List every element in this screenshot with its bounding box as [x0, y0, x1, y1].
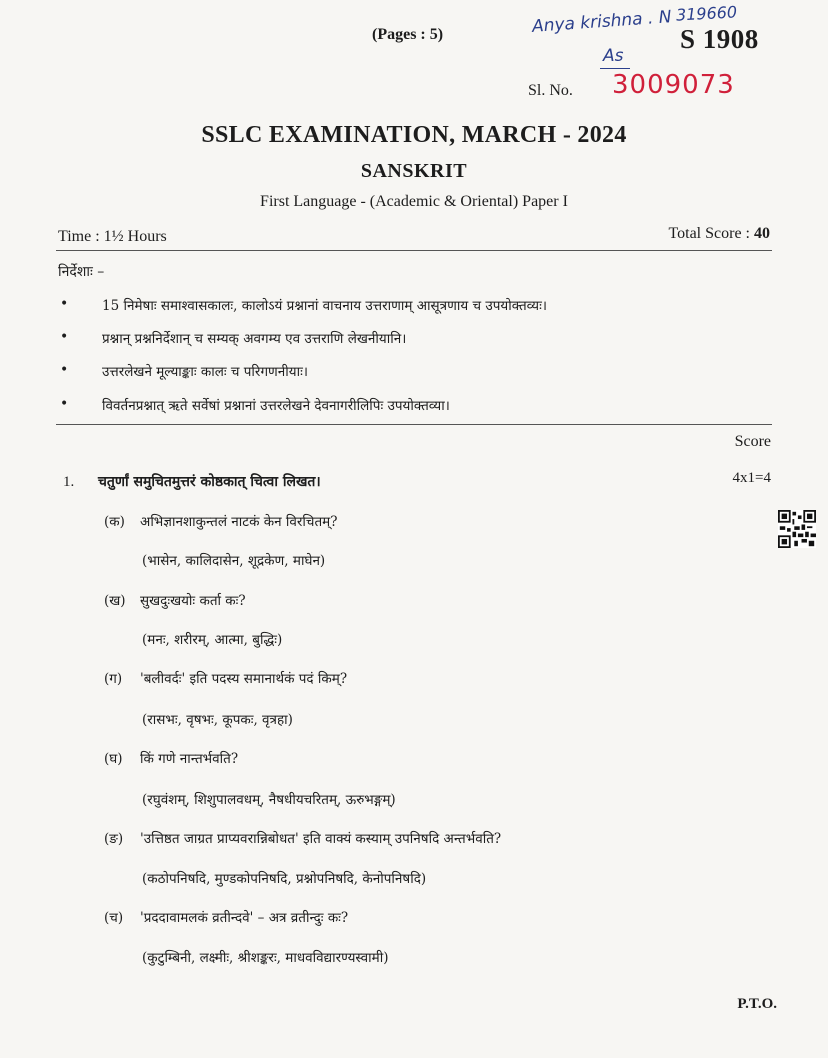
- sub-question-text: किं गणे नान्तर्भवति?: [140, 751, 239, 767]
- sub-question: [104, 669, 347, 687]
- sub-question-text: 'उत्तिष्ठत जाग्रत प्राप्यवरान्निबोधत' इति वाक्यं कस्याम् उपनिषदि अन्तर्भवति?: [140, 831, 502, 847]
- instruction-text: उत्तरलेखने मूल्याङ्काः कालः च परिगणनीयाः।: [102, 364, 308, 380]
- please-turn-over: P.T.O.: [737, 996, 777, 1012]
- page-count: (Pages : 5): [372, 26, 444, 43]
- score-column-heading: Score: [734, 433, 771, 450]
- sub-question-label: (च): [104, 910, 124, 926]
- bullet: •: [60, 296, 69, 312]
- sub-question-label: (ङ): [104, 831, 124, 847]
- instruction-text: 15 निमेषाः समाश्वासकालः, कालोऽयं प्रश्नानां वाचनाय उत्तराणाम् आसूत्रणाय च उपयोक्तव्यः।: [102, 298, 547, 314]
- instruction-text: प्रश्नान् प्रश्ननिर्देशान् च सम्यक् अवगम्य एव उत्तराणि लेखनीयानि।: [102, 331, 407, 347]
- question-number: 1.: [63, 474, 75, 490]
- sub-question-label: (घ): [104, 751, 123, 767]
- total-score-label: Total Score :: [668, 225, 754, 242]
- bullet: •: [60, 329, 69, 345]
- answer-options: (कुटुम्बिनी, लक्ष्मीः, श्रीशङ्करः, माधवविद्यारण्यस्वामी): [142, 950, 389, 966]
- sub-question: [104, 908, 348, 926]
- instruction-item: [58, 396, 772, 414]
- total-score: [600, 225, 770, 243]
- sub-question: [104, 512, 338, 530]
- answer-options: (कठोपनिषदि, मुण्डकोपनिषदि, प्रश्नोपनिषदि, केनोपनिषदि): [142, 871, 427, 887]
- answer-options: (रघुवंशम्, शिशुपालवधम्, नैषधीयचरितम्, ऊरुभङ्गम्): [142, 792, 396, 808]
- divider-instructions: [56, 424, 772, 425]
- sub-question-label: (ख): [104, 593, 126, 609]
- qr-code-icon: [778, 510, 816, 548]
- sub-question: [104, 829, 501, 847]
- exam-title: SSLC EXAMINATION, MARCH - 2024: [201, 122, 627, 148]
- bullet: •: [60, 362, 69, 378]
- serial-number-label: Sl. No.: [528, 82, 573, 99]
- answer-options: (भासेन, कालिदासेन, शूद्रकेण, माघेन): [142, 553, 326, 569]
- instructions-heading: निर्देशाः –: [58, 264, 105, 280]
- instruction-text: विवर्तनप्रश्नात् ऋते सर्वेषां प्रश्नानां उत्तरलेखने देवनागरीलिपिः उपयोक्तव्या।: [102, 398, 450, 414]
- total-score-value: 40: [754, 225, 770, 242]
- question-text: चतुर्णां समुचितमुत्तरं कोष्ठकात् चित्वा लिखत।: [98, 474, 321, 490]
- initials-underline: [600, 68, 630, 69]
- paper-code: S 1908: [680, 24, 759, 54]
- handwritten-student-name: Anya krishna . N: [531, 7, 673, 37]
- instruction-item: [58, 362, 772, 380]
- sub-question-text: अभिज्ञानशाकुन्तलं नाटकं केन विरचितम्?: [140, 514, 338, 530]
- sub-question-text: सुखदुःखयोः कर्ता कः?: [140, 593, 246, 609]
- handwritten-initials: As: [603, 46, 624, 66]
- instruction-item: [58, 329, 772, 347]
- serial-number: 3009073: [612, 70, 735, 100]
- answer-options: (रासभः, वृषभः, कूपकः, वृत्रहा): [142, 712, 293, 728]
- sub-question-label: (ग): [104, 671, 123, 687]
- bullet: •: [60, 396, 69, 412]
- sub-question-label: (क): [104, 514, 125, 530]
- question-marks: 4x1=4: [732, 470, 771, 486]
- answer-options: (मनः, शरीरम्, आत्मा, बुद्धिः): [142, 632, 283, 648]
- sub-question: [104, 749, 238, 767]
- sub-question: [104, 591, 246, 609]
- handwritten-register-number: 319660: [675, 2, 738, 25]
- time-allowed: Time : 1½ Hours: [58, 228, 167, 245]
- sub-question-text: 'बलीवर्दः' इति पदस्य समानार्थकं पदं किम्?: [140, 671, 348, 687]
- instruction-item: [58, 296, 772, 314]
- divider-top: [56, 250, 772, 251]
- paper-description: First Language - (Academic & Oriental) Paper I: [260, 193, 568, 210]
- subject-title: SANSKRIT: [360, 160, 468, 182]
- sub-question-text: 'प्रददावामलकं व्रतीन्दवे' – अत्र व्रतीन्दुः कः?: [140, 910, 349, 926]
